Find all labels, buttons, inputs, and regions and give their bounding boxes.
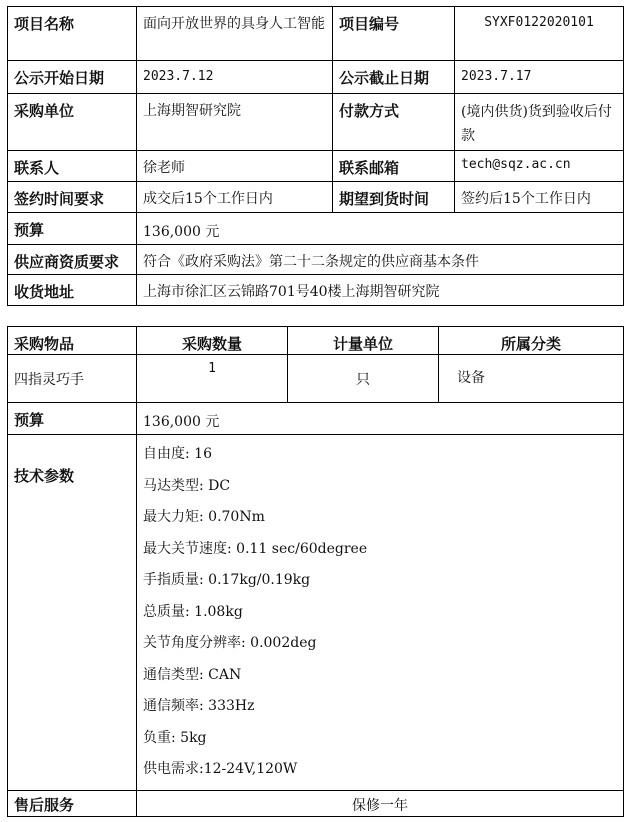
header-category: 所属分类 <box>439 327 624 355</box>
project-name-label: 项目名称 <box>8 7 137 61</box>
spec-item: 关节角度分辨率: 0.002deg <box>143 635 317 651</box>
publish-end-value: 2023.7.17 <box>455 61 624 94</box>
spec-label: 技术参数 <box>8 435 137 791</box>
spec-item: 手指质量: 0.17kg/0.19kg <box>143 572 311 588</box>
item-name: 四指灵巧手 <box>8 355 137 403</box>
spec-item: 最大力矩: 0.70Nm <box>143 509 265 525</box>
sign-time-value: 成交后15个工作日内 <box>137 182 333 213</box>
header-item: 采购物品 <box>8 327 137 355</box>
publish-start-value: 2023.7.12 <box>137 61 333 94</box>
buyer-value: 上海期智研究院 <box>137 94 333 151</box>
spec-item: 自由度: 16 <box>143 446 212 462</box>
item-unit: 只 <box>288 355 439 403</box>
spec-item: 负重: 5kg <box>143 729 207 746</box>
spec-item: 马达类型: DC <box>143 477 231 494</box>
spec-item: 通信类型: CAN <box>143 666 242 683</box>
item-budget-value: 136,000 元 <box>137 403 624 435</box>
spec-item: 最大关节速度: 0.11 sec/60degree <box>143 540 368 557</box>
header-quantity: 采购数量 <box>137 327 288 355</box>
budget-value: 136,000 元 <box>137 213 624 245</box>
project-number-label: 项目编号 <box>333 7 455 61</box>
item-category: 设备 <box>439 355 624 403</box>
qualification-value: 符合《政府采购法》第二十二条规定的供应商基本条件 <box>137 245 624 275</box>
spec-cell <box>137 435 624 791</box>
spec-item: 供电需求:12-24V,120W <box>143 761 298 777</box>
delivery-time-label: 期望到货时间 <box>333 182 455 213</box>
spec-item: 通信频率: 333Hz <box>143 698 255 714</box>
sign-time-label: 签约时间要求 <box>8 182 137 213</box>
after-sales-value: 保修一年 <box>137 790 624 816</box>
after-sales-label: 售后服务 <box>8 790 137 816</box>
project-info-table <box>7 6 624 306</box>
address-value: 上海市徐汇区云锦路701号40楼上海期智研究院 <box>137 275 624 306</box>
item-quantity: 1 <box>137 355 288 403</box>
qualification-label: 供应商资质要求 <box>8 245 137 275</box>
contact-label: 联系人 <box>8 151 137 182</box>
contact-value: 徐老师 <box>137 151 333 182</box>
header-unit: 计量单位 <box>288 327 439 355</box>
item-budget-label: 预算 <box>8 403 137 435</box>
buyer-label: 采购单位 <box>8 94 137 151</box>
procurement-item-table <box>7 326 624 817</box>
payment-value: (境内供货)货到验收后付款 <box>455 94 624 151</box>
spec-list <box>143 443 617 790</box>
address-label: 收货地址 <box>8 275 137 306</box>
publish-end-label: 公示截止日期 <box>333 61 455 94</box>
budget-label: 预算 <box>8 213 137 245</box>
project-name-value: 面向开放世界的具身人工智能 <box>137 7 333 61</box>
email-label: 联系邮箱 <box>333 151 455 182</box>
payment-label: 付款方式 <box>333 94 455 151</box>
project-number-value: SYXF0122020101 <box>455 7 624 61</box>
email-value: tech@sqz.ac.cn <box>455 151 624 182</box>
delivery-time-value: 签约后15个工作日内 <box>455 182 624 213</box>
spec-item: 总质量: 1.08kg <box>143 603 243 620</box>
publish-start-label: 公示开始日期 <box>8 61 137 94</box>
